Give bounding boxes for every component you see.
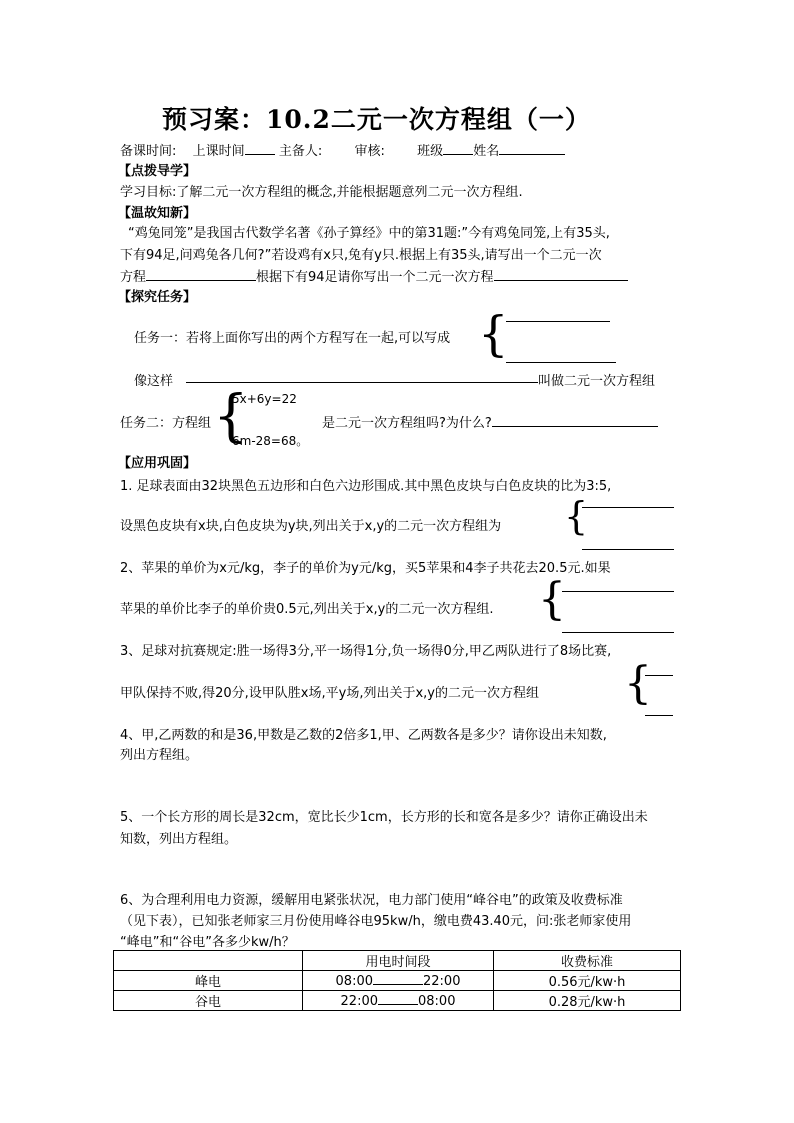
- class-time-label: 上课时间: [192, 144, 245, 159]
- rate-cell: 0.28元/kw·h: [494, 991, 681, 1011]
- task2-question: [322, 412, 658, 431]
- review-paragraph-line2: 下有94足,问鸡兔各几何?”若设鸡有x只,兔有y只.根据上有35头,请写出一个二元一次: [120, 248, 602, 263]
- class-label: 班级: [417, 144, 444, 159]
- problem2-brace: {: [538, 574, 566, 625]
- section-apply-heading: 【应用巩固】: [118, 456, 197, 471]
- problem5-line1: 5、一个长方形的周长是32cm，宽比长少1cm，长方形的长和宽各是多少？请你正确设出未: [120, 810, 648, 825]
- review-label: 审核:: [354, 144, 385, 159]
- problem3-blank-1[interactable]: [645, 675, 673, 676]
- problem4-line1: 4、甲,乙两数的和是36,甲数是乙数的2倍多1,甲、乙两数各是多少？请你设出未知数,: [120, 728, 607, 743]
- time-end: 08:00: [418, 994, 456, 1009]
- section-review-heading: 【温故知新】: [118, 206, 197, 221]
- task1-system-blank-1[interactable]: [506, 321, 610, 322]
- task2-label: 任务二：方程组: [120, 416, 212, 431]
- review-equation2-prompt: 根据下有94足请你写出一个二元一次方程: [256, 270, 494, 285]
- table-row: [114, 991, 681, 1011]
- rate-cell: 0.56元/kw·h: [494, 971, 681, 991]
- section-guide-heading: 【点拨导学】: [118, 164, 197, 179]
- task2-brace: {: [213, 384, 249, 449]
- name-label: 姓名: [473, 144, 500, 159]
- problem3-blank-2[interactable]: [645, 715, 673, 716]
- time-end: 22:00: [423, 974, 461, 989]
- task2-answer-blank[interactable]: [492, 414, 658, 427]
- section-explore-heading: 【探究任务】: [118, 290, 197, 305]
- problem2-blank-1[interactable]: [562, 591, 674, 592]
- problem1-blank-2[interactable]: [582, 549, 674, 550]
- problem1-line2: 设黑色皮块有x块,白色皮块为y块,列出关于x,y的二元一次方程组为: [120, 519, 502, 534]
- equation1-blank[interactable]: [146, 268, 256, 281]
- table-header-cell: [114, 951, 303, 971]
- problem3-line1: 3、足球对抗赛规定:胜一场得3分,平一场得1分,负一场得0分,甲乙两队进行了8场比赛,: [120, 644, 612, 659]
- time-range-cell: [303, 971, 494, 991]
- problem6-line1: 6、为合理利用电力资源，缓解用电紧张状况，电力部门使用“峰谷电”的政策及收费标准: [120, 893, 623, 908]
- problem6-line3: “峰电”和“谷电”各多少kw/h？: [120, 935, 295, 950]
- problem3-brace: {: [624, 658, 652, 709]
- electricity-fee-table: [113, 950, 681, 1011]
- problem4-line2: 列出方程组。: [120, 748, 199, 763]
- task2-question-text: 是二元一次方程组吗?为什么?: [322, 416, 492, 431]
- time-start: 22:00: [340, 994, 378, 1009]
- class-blank[interactable]: [443, 142, 473, 155]
- problem1-brace: {: [564, 494, 589, 538]
- table-header-row: [114, 951, 681, 971]
- problem5-line2: 知数，列出方程组。: [120, 832, 238, 847]
- task1-system-blank-2[interactable]: [506, 362, 616, 363]
- meta-line: [120, 140, 565, 159]
- time-range-dash: [378, 992, 418, 1005]
- preparer-label: 主备人:: [278, 144, 323, 159]
- name-blank[interactable]: [499, 142, 565, 155]
- task1-brace: {: [478, 306, 509, 362]
- equation2-blank[interactable]: [494, 268, 628, 281]
- problem3-line2: 甲队保持不败,得20分,设甲队胜x场,平y场,列出关于x,y的二元一次方程组: [120, 686, 539, 701]
- period-name-cell: 谷电: [114, 991, 303, 1011]
- task1-text: 任务一：若将上面你写出的两个方程写在一起,可以写成: [134, 331, 451, 346]
- learning-objective: 学习目标:了解二元一次方程组的概念,并能根据题意列二元一次方程组.: [120, 185, 523, 200]
- problem1-line1: 1. 足球表面由32块黑色五边形和白色六边形围成.其中黑色皮块与白色皮块的比为3:5,: [120, 479, 612, 494]
- problem2-blank-2[interactable]: [562, 632, 674, 633]
- period-name-cell: 峰电: [114, 971, 303, 991]
- task2-equation-1: 5x+6y=22: [232, 392, 297, 406]
- problem6-line2: （见下表），已知张老师家三月份使用峰谷电95kw/h，缴电费43.40元，问:张老师家使用: [120, 914, 632, 929]
- review-equation1-prompt: 方程: [120, 270, 147, 285]
- table-row: [114, 971, 681, 991]
- time-start: 08:00: [335, 974, 373, 989]
- problem1-blank-1[interactable]: [582, 507, 674, 508]
- task1-like-label: 像这样: [134, 374, 174, 389]
- table-header-cell: 用电时间段: [303, 951, 494, 971]
- task1-like-blank[interactable]: [186, 382, 538, 383]
- task2-equation-2: 6m-28=68。: [232, 434, 309, 448]
- time-range-cell: [303, 991, 494, 1011]
- class-time-blank[interactable]: [245, 142, 275, 155]
- table-header-cell: 收费标准: [494, 951, 681, 971]
- page-title: 预习案：10.2二元一次方程组（一）: [162, 105, 591, 134]
- review-paragraph-line3: [120, 266, 628, 285]
- time-range-dash: [373, 972, 423, 985]
- prep-time-label: 备课时间:: [120, 144, 177, 159]
- task1-called-label: 叫做二元一次方程组: [538, 374, 656, 389]
- problem2-line1: 2、苹果的单价为x元/kg，李子的单价为y元/kg，买5苹果和4李子共花去20.5元.如果: [120, 561, 611, 576]
- review-paragraph-line1: “鸡兔同笼”是我国古代数学名著《孙子算经》中的第31题:”今有鸡兔同笼,上有35头,: [128, 226, 610, 241]
- problem2-line2: 苹果的单价比李子的单价贵0.5元,列出关于x,y的二元一次方程组.: [120, 602, 494, 617]
